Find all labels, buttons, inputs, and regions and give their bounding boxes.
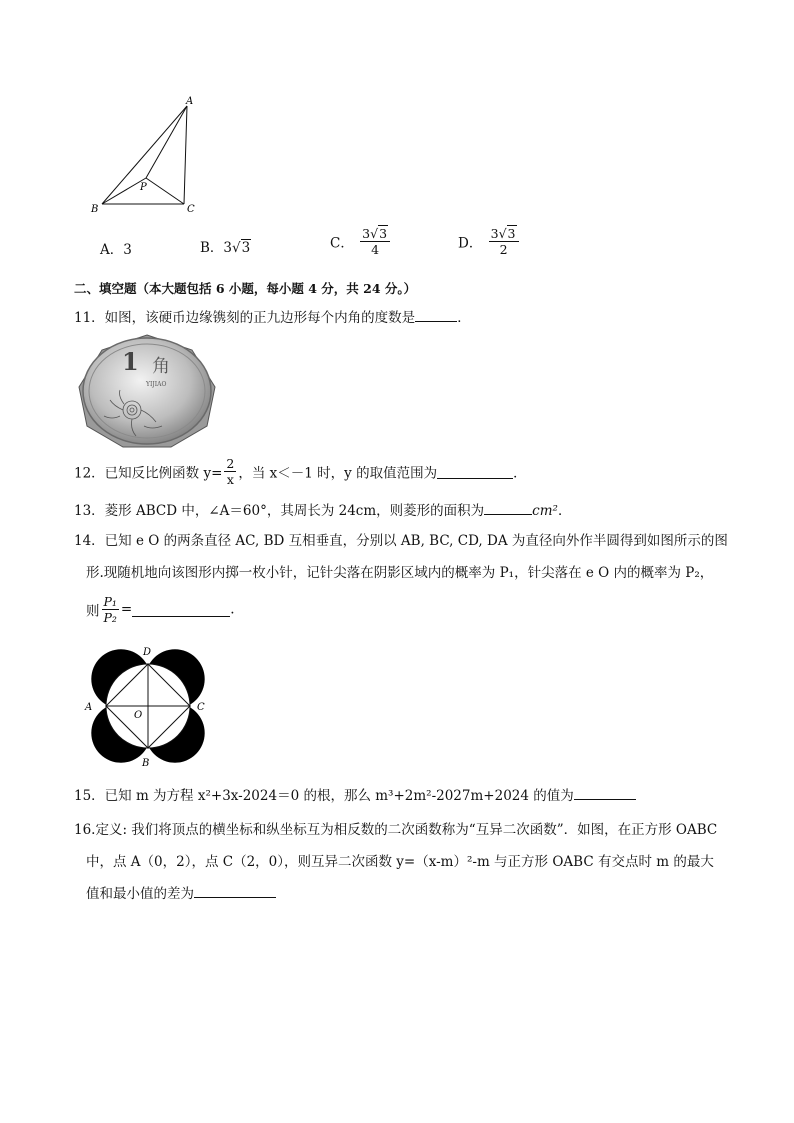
section-header: 二、填空题（本大题包括 6 小题，每小题 4 分，共 24 分。） — [74, 281, 417, 296]
q14-denominator: P₂ — [103, 610, 117, 625]
option-d-coef: 3 — [490, 226, 499, 241]
q14-answer-blank[interactable] — [132, 602, 230, 617]
option-b-coef: 3 — [223, 240, 233, 256]
q15-answer-blank[interactable] — [574, 785, 636, 800]
label-p: P — [140, 182, 147, 193]
option-a-label: A． — [100, 242, 124, 258]
q11-text: 11．如图，该硬币边缘镌刻的正九边形每个内角的度数是 — [74, 310, 416, 326]
label-a2: A — [85, 702, 93, 713]
label-c2: C — [197, 702, 205, 713]
question-16-line-1: 16.定义: 我们将顶点的横坐标和纵坐标互为相反数的二次函数称为“互异二次函数”．如图，在正方形 OABC — [74, 822, 718, 838]
q16-line3-text: 值和最小值的差为 — [86, 886, 194, 902]
question-16-line-3 — [86, 882, 276, 902]
question-14-line-2: 形.现随机地向该图形内掷一枚小针，记针尖落在阴影区域内的概率为 P₁，针尖落在 e O 内的概率为 P₂， — [86, 565, 714, 581]
option-d — [458, 226, 521, 257]
q11-end: ． — [457, 310, 471, 326]
question-16-line-2: 中，点 A（0，2），点 C（2，0），则互异二次函数 y=（x-m）²-m 与正方形 OABC 有交点时 m 的最大 — [86, 854, 714, 870]
sqrt-sign: √3 — [232, 240, 251, 256]
label-c: C — [187, 204, 195, 215]
q13-unit: cm² — [532, 503, 558, 519]
q12-numerator: 2 — [226, 456, 235, 471]
option-b-radicand: 3 — [241, 240, 251, 256]
q12-denominator: x — [226, 472, 234, 487]
q12-prefix: 12．已知反比例函数 y= — [74, 465, 223, 482]
question-14-line-3 — [86, 594, 235, 625]
question-15 — [74, 784, 636, 804]
option-c — [330, 226, 392, 257]
q14-numerator: P₁ — [103, 594, 117, 609]
option-c-radicand: 3 — [379, 226, 388, 241]
option-b — [200, 236, 251, 256]
q14-equals: = — [120, 601, 133, 618]
option-c-label: C． — [330, 235, 354, 252]
option-d-denominator: 2 — [499, 242, 508, 257]
segment-ap — [146, 106, 187, 178]
q14-then: 则 — [86, 603, 100, 620]
q16-answer-blank[interactable] — [194, 883, 276, 898]
option-c-denominator: 4 — [371, 242, 380, 257]
coin-image — [74, 334, 220, 448]
label-d: D — [143, 647, 152, 658]
q15-text: 15．已知 m 为方程 x²+3x-2024＝0 的根，那么 m³+2m²-2027m+2024 的值为 — [74, 788, 574, 804]
side-ac — [184, 106, 187, 204]
q12-fraction — [224, 456, 236, 487]
q12-middle: ，当 x＜－1 时，y 的取值范围为 — [238, 465, 438, 482]
q13-answer-blank[interactable] — [484, 500, 532, 515]
q12-end: ． — [513, 465, 527, 482]
option-c-coef: 3 — [362, 226, 371, 241]
question-12 — [74, 456, 527, 487]
option-d-label: D． — [458, 235, 483, 252]
option-d-fraction: $\frac{3√3}{2}$ — [489, 226, 519, 257]
circle-semicircle-figure — [84, 642, 212, 770]
option-c-fraction: $\frac{3√3}{4}$ — [360, 226, 390, 257]
option-b-label: B． — [200, 240, 224, 256]
q14-fraction — [102, 594, 119, 625]
q11-answer-blank[interactable] — [415, 307, 457, 322]
option-d-radicand: 3 — [507, 226, 516, 241]
question-14-line-1: 14．已知 e O 的两条直径 AC, BD 互相垂直，分别以 AB, BC, CD, DA 为直径向外作半圆得到如图所示的图 — [74, 533, 728, 549]
question-11 — [74, 306, 471, 326]
q13-end: ． — [557, 503, 572, 519]
coin-face — [83, 338, 211, 444]
option-a — [100, 238, 132, 258]
coin-numeral: 1 — [122, 347, 139, 376]
triangle-abc-figure — [88, 94, 208, 216]
label-o: O — [134, 710, 143, 721]
label-b2: B — [142, 758, 150, 769]
label-b: B — [91, 204, 99, 215]
q12-answer-blank[interactable] — [437, 464, 513, 479]
segment-cp — [146, 178, 184, 204]
label-a: A — [186, 96, 194, 107]
q14-end: . — [230, 601, 235, 618]
coin-pinyin: YIJIAO — [146, 381, 167, 388]
coin-character: 角 — [152, 356, 170, 377]
q13-text: 13．菱形 ABCD 中，∠A＝60°，其周长为 24cm，则菱形的面积为 — [74, 503, 485, 519]
question-13 — [74, 499, 571, 519]
option-a-value: 3 — [123, 242, 132, 258]
